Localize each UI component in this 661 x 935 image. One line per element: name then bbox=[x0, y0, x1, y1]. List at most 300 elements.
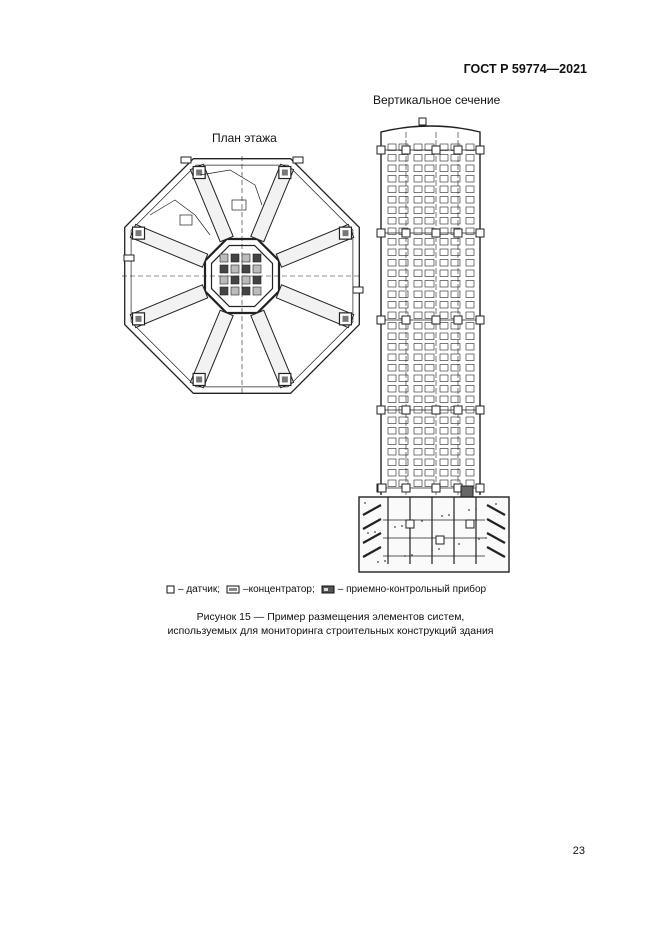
facade-window bbox=[425, 449, 434, 456]
facade-window bbox=[466, 354, 474, 361]
plan-sensor bbox=[124, 255, 134, 261]
facade-window bbox=[414, 270, 422, 277]
plan-sensor-mark bbox=[136, 230, 142, 236]
facade-window bbox=[414, 428, 422, 435]
caption-line-1: Рисунок 15 — Пример размещения элементов систем, bbox=[196, 611, 465, 623]
facade-window bbox=[466, 144, 474, 151]
foundation-fill-dot bbox=[441, 515, 443, 517]
facade-window bbox=[466, 417, 474, 424]
plan-core-cell bbox=[231, 265, 239, 273]
facade-window bbox=[414, 459, 422, 466]
foundation-fill-dot bbox=[495, 503, 497, 505]
foundation-fill-dot bbox=[431, 549, 433, 551]
facade-window bbox=[388, 344, 396, 351]
facade-window bbox=[399, 302, 408, 309]
section-sensor bbox=[476, 484, 484, 492]
section-sensor bbox=[402, 316, 410, 324]
foundation-fill-dot bbox=[404, 555, 406, 557]
plan-core-cell bbox=[231, 287, 239, 295]
facade-window bbox=[399, 186, 408, 193]
section-sensor bbox=[402, 146, 410, 154]
facade-window bbox=[388, 333, 396, 340]
section-sensor bbox=[406, 520, 414, 528]
section-sensor bbox=[402, 406, 410, 414]
facade-window bbox=[414, 176, 422, 183]
foundation-fill-dot bbox=[475, 508, 477, 510]
foundation-fill-dot bbox=[458, 543, 460, 545]
facade-window bbox=[466, 438, 474, 445]
facade-window bbox=[440, 365, 448, 372]
facade-window bbox=[388, 449, 396, 456]
facade-window bbox=[466, 197, 474, 204]
facade-window bbox=[414, 333, 422, 340]
facade-window bbox=[425, 438, 434, 445]
facade-window bbox=[466, 207, 474, 214]
facade-window bbox=[399, 396, 408, 403]
section-sensor bbox=[436, 536, 444, 544]
facade-window bbox=[466, 176, 474, 183]
facade-window bbox=[451, 249, 460, 256]
plan-sensor-mark bbox=[342, 316, 348, 322]
section-sensor bbox=[454, 229, 462, 237]
plan-sensor bbox=[181, 157, 191, 163]
facade-window bbox=[451, 239, 460, 246]
roof-sensor bbox=[419, 118, 426, 125]
plan-core-cell bbox=[242, 265, 250, 273]
section-sensor bbox=[466, 520, 474, 528]
facade-window bbox=[399, 197, 408, 204]
facade-window bbox=[440, 449, 448, 456]
plan-room bbox=[232, 200, 246, 210]
facade-window bbox=[414, 302, 422, 309]
facade-window bbox=[440, 302, 448, 309]
facade-window bbox=[425, 186, 434, 193]
facade-window bbox=[414, 218, 422, 225]
legend-controller-label: – приемно-контрольный прибор bbox=[337, 584, 487, 595]
section-sensor bbox=[476, 146, 484, 154]
facade-window bbox=[451, 155, 460, 162]
facade-window bbox=[440, 438, 448, 445]
facade-window bbox=[399, 333, 408, 340]
plan-core-cell bbox=[253, 276, 261, 284]
section-sensor bbox=[432, 484, 440, 492]
facade-window bbox=[388, 281, 396, 288]
facade-window bbox=[425, 344, 434, 351]
facade-window bbox=[466, 302, 474, 309]
facade-window bbox=[388, 176, 396, 183]
facade-window bbox=[388, 375, 396, 382]
foundation-fill-dot bbox=[367, 532, 369, 534]
foundation-fill-dot bbox=[478, 538, 480, 540]
facade-window bbox=[414, 249, 422, 256]
plan-core-cell bbox=[231, 276, 239, 284]
facade-window bbox=[451, 270, 460, 277]
foundation-fill-dot bbox=[411, 554, 413, 556]
facade-window bbox=[440, 144, 448, 151]
hub-icon bbox=[226, 585, 240, 594]
facade-window bbox=[388, 470, 396, 477]
foundation-box bbox=[359, 497, 509, 572]
facade-window bbox=[425, 281, 434, 288]
facade-window bbox=[440, 354, 448, 361]
facade-window bbox=[425, 155, 434, 162]
facade-window bbox=[451, 428, 460, 435]
facade-window bbox=[440, 396, 448, 403]
facade-window bbox=[440, 459, 448, 466]
facade-window bbox=[399, 375, 408, 382]
facade-window bbox=[414, 438, 422, 445]
plan-core-cell bbox=[253, 287, 261, 295]
section-sensor bbox=[476, 316, 484, 324]
facade-window bbox=[388, 260, 396, 267]
plan-core-cell bbox=[242, 276, 250, 284]
facade-window bbox=[451, 438, 460, 445]
facade-window bbox=[451, 386, 460, 393]
facade-window bbox=[425, 470, 434, 477]
facade-window bbox=[414, 197, 422, 204]
facade-window bbox=[414, 291, 422, 298]
facade-window bbox=[466, 165, 474, 172]
legend bbox=[166, 584, 486, 595]
facade-window bbox=[414, 186, 422, 193]
section-sensor bbox=[377, 146, 385, 154]
plan-sensor-mark bbox=[342, 230, 348, 236]
facade-window bbox=[388, 291, 396, 298]
section-sensor bbox=[454, 406, 462, 414]
facade-window bbox=[399, 270, 408, 277]
section-sensor bbox=[377, 229, 385, 237]
facade-window bbox=[414, 365, 422, 372]
foundation-fill-dot bbox=[377, 561, 379, 563]
facade-window bbox=[440, 197, 448, 204]
facade-window bbox=[388, 354, 396, 361]
facade-window bbox=[466, 228, 474, 235]
facade-window bbox=[440, 470, 448, 477]
plan-core-cell bbox=[220, 276, 228, 284]
facade-window bbox=[414, 165, 422, 172]
facade-window bbox=[466, 186, 474, 193]
facade-window bbox=[451, 207, 460, 214]
facade-window bbox=[425, 375, 434, 382]
facade-window bbox=[440, 239, 448, 246]
foundation-fill-dot bbox=[374, 531, 376, 533]
facade-window bbox=[451, 260, 460, 267]
facade-window bbox=[414, 386, 422, 393]
vertical-section-drawing bbox=[359, 118, 509, 572]
facade-window bbox=[425, 249, 434, 256]
facade-window bbox=[425, 291, 434, 298]
facade-window bbox=[388, 165, 396, 172]
facade-window bbox=[451, 459, 460, 466]
facade-window bbox=[414, 323, 422, 330]
facade-window bbox=[440, 270, 448, 277]
foundation-fill-dot bbox=[421, 520, 423, 522]
facade-window bbox=[466, 260, 474, 267]
facade-window bbox=[466, 239, 474, 246]
facade-window bbox=[388, 270, 396, 277]
facade-window bbox=[440, 186, 448, 193]
facade-window bbox=[425, 239, 434, 246]
plan-sensor bbox=[353, 287, 363, 293]
section-sensor bbox=[476, 406, 484, 414]
facade-window bbox=[388, 218, 396, 225]
foundation-fill-dot bbox=[384, 560, 386, 562]
facade-window bbox=[414, 281, 422, 288]
facade-window bbox=[451, 470, 460, 477]
facade-window bbox=[414, 155, 422, 162]
plan-room bbox=[180, 215, 192, 225]
foundation-fill-dot bbox=[448, 514, 450, 516]
facade-window bbox=[414, 144, 422, 151]
facade-window bbox=[440, 386, 448, 393]
plan-core-cell bbox=[242, 254, 250, 262]
facade-window bbox=[399, 249, 408, 256]
facade-window bbox=[466, 155, 474, 162]
facade-window bbox=[440, 480, 448, 487]
legend-sensor-label: – датчик; bbox=[178, 584, 221, 595]
facade-window bbox=[451, 333, 460, 340]
facade-window bbox=[466, 428, 474, 435]
facade-window bbox=[388, 207, 396, 214]
facade-window bbox=[414, 449, 422, 456]
facade-window bbox=[399, 417, 408, 424]
section-sensor bbox=[432, 229, 440, 237]
facade-window bbox=[388, 312, 396, 319]
facade-window bbox=[414, 480, 422, 487]
facade-window bbox=[414, 228, 422, 235]
facade-window bbox=[425, 333, 434, 340]
facade-window bbox=[425, 302, 434, 309]
facade-window bbox=[414, 260, 422, 267]
facade-window bbox=[425, 365, 434, 372]
section-sensor bbox=[454, 146, 462, 154]
foundation-fill-dot bbox=[468, 509, 470, 511]
plan-core-cell bbox=[242, 287, 250, 295]
facade-window bbox=[388, 480, 396, 487]
facade-window bbox=[414, 470, 422, 477]
facade-window bbox=[440, 155, 448, 162]
plan-core-cell bbox=[231, 254, 239, 262]
facade-window bbox=[399, 207, 408, 214]
facade-window bbox=[414, 207, 422, 214]
facade-window bbox=[466, 333, 474, 340]
facade-window bbox=[388, 386, 396, 393]
facade-window bbox=[466, 312, 474, 319]
facade-window bbox=[388, 144, 396, 151]
facade-window bbox=[399, 260, 408, 267]
foundation-fill-dot bbox=[485, 537, 487, 539]
facade-window bbox=[466, 281, 474, 288]
vertical-section-title: Вертикальное сечение bbox=[373, 93, 501, 107]
floor-plan-drawing bbox=[122, 156, 363, 396]
standard-number: ГОСТ Р 59774—2021 bbox=[463, 62, 587, 76]
facade-window bbox=[466, 218, 474, 225]
facade-window bbox=[440, 165, 448, 172]
facade-window bbox=[466, 396, 474, 403]
facade-window bbox=[440, 291, 448, 298]
controller-icon bbox=[321, 585, 335, 594]
facade-window bbox=[440, 312, 448, 319]
facade-window bbox=[440, 323, 448, 330]
facade-window bbox=[425, 396, 434, 403]
facade-window bbox=[399, 365, 408, 372]
plan-core-cell bbox=[220, 287, 228, 295]
facade-window bbox=[451, 365, 460, 372]
facade-window bbox=[440, 260, 448, 267]
sensor-icon bbox=[166, 585, 175, 594]
facade-window bbox=[399, 354, 408, 361]
section-sensor bbox=[377, 316, 385, 324]
facade-window bbox=[440, 344, 448, 351]
facade-window bbox=[466, 365, 474, 372]
facade-window bbox=[399, 470, 408, 477]
facade-window bbox=[414, 396, 422, 403]
plan-core-cell bbox=[220, 254, 228, 262]
facade-window bbox=[451, 449, 460, 456]
facade-window bbox=[388, 228, 396, 235]
facade-window bbox=[440, 417, 448, 424]
floor-plan-title: План этажа bbox=[212, 131, 277, 145]
facade-window bbox=[425, 459, 434, 466]
facade-window bbox=[466, 386, 474, 393]
facade-window bbox=[425, 417, 434, 424]
facade-window bbox=[388, 365, 396, 372]
facade-window bbox=[440, 375, 448, 382]
facade-window bbox=[388, 417, 396, 424]
facade-window bbox=[388, 323, 396, 330]
facade-window bbox=[466, 449, 474, 456]
facade-window bbox=[388, 438, 396, 445]
facade-window bbox=[414, 344, 422, 351]
facade-window bbox=[399, 218, 408, 225]
page-number: 23 bbox=[572, 845, 585, 857]
facade-window bbox=[466, 291, 474, 298]
facade-window bbox=[414, 354, 422, 361]
facade-window bbox=[399, 176, 408, 183]
facade-window bbox=[399, 459, 408, 466]
facade-window bbox=[466, 249, 474, 256]
facade-window bbox=[425, 260, 434, 267]
section-sensor bbox=[432, 146, 440, 154]
facade-window bbox=[388, 459, 396, 466]
facade-window bbox=[388, 249, 396, 256]
facade-window bbox=[388, 197, 396, 204]
section-sensor bbox=[476, 229, 484, 237]
plan-sensor bbox=[293, 157, 303, 163]
facade-window bbox=[388, 428, 396, 435]
facade-window bbox=[451, 375, 460, 382]
facade-window bbox=[399, 291, 408, 298]
facade-window bbox=[425, 270, 434, 277]
facade-window bbox=[466, 470, 474, 477]
facade-window bbox=[451, 344, 460, 351]
plan-core-cell bbox=[220, 265, 228, 273]
plan-sensor-mark bbox=[136, 316, 142, 322]
facade-window bbox=[440, 207, 448, 214]
plan-sensor-mark bbox=[196, 376, 202, 382]
section-sensor bbox=[402, 484, 410, 492]
section-sensor bbox=[402, 229, 410, 237]
facade-window bbox=[414, 312, 422, 319]
facade-window bbox=[466, 344, 474, 351]
facade-window bbox=[451, 302, 460, 309]
facade-window bbox=[466, 459, 474, 466]
facade-window bbox=[466, 323, 474, 330]
facade-window bbox=[399, 155, 408, 162]
facade-window bbox=[440, 249, 448, 256]
legend-hub-label: –концентратор; bbox=[243, 584, 315, 595]
facade-window bbox=[388, 396, 396, 403]
facade-window bbox=[440, 428, 448, 435]
facade-window bbox=[414, 239, 422, 246]
facade-window bbox=[425, 207, 434, 214]
facade-window bbox=[414, 417, 422, 424]
facade-window bbox=[440, 228, 448, 235]
facade-window bbox=[451, 396, 460, 403]
facade-window bbox=[425, 386, 434, 393]
section-sensor bbox=[432, 316, 440, 324]
section-sensor bbox=[454, 316, 462, 324]
facade-window bbox=[425, 176, 434, 183]
facade-window bbox=[414, 375, 422, 382]
facade-window bbox=[425, 165, 434, 172]
figure-caption bbox=[0, 610, 661, 638]
facade-window bbox=[425, 197, 434, 204]
plan-sensor-mark bbox=[282, 170, 288, 176]
facade-window bbox=[440, 333, 448, 340]
facade-window bbox=[451, 176, 460, 183]
plan-core-cell bbox=[253, 254, 261, 262]
facade-window bbox=[451, 186, 460, 193]
facade-window bbox=[388, 239, 396, 246]
facade-window bbox=[440, 281, 448, 288]
foundation-fill-dot bbox=[438, 548, 440, 550]
facade-window bbox=[388, 302, 396, 309]
facade-window bbox=[399, 449, 408, 456]
facade-window bbox=[399, 386, 408, 393]
facade-window bbox=[451, 165, 460, 172]
facade-window bbox=[399, 438, 408, 445]
caption-line-2: используемых для мониторинга строительных конструкций здания bbox=[167, 625, 494, 637]
facade-window bbox=[399, 344, 408, 351]
foundation-fill-dot bbox=[364, 502, 366, 504]
foundation-fill-dot bbox=[394, 526, 396, 528]
foundation-fill-dot bbox=[401, 525, 403, 527]
facade-window bbox=[451, 218, 460, 225]
facade-window bbox=[425, 354, 434, 361]
facade-window bbox=[440, 218, 448, 225]
facade-window bbox=[388, 155, 396, 162]
facade-window bbox=[399, 239, 408, 246]
facade-window bbox=[466, 270, 474, 277]
facade-window bbox=[451, 417, 460, 424]
facade-window bbox=[451, 197, 460, 204]
facade-window bbox=[466, 375, 474, 382]
facade-window bbox=[399, 428, 408, 435]
facade-window bbox=[388, 186, 396, 193]
plan-sensor-mark bbox=[282, 376, 288, 382]
plan-core-cell bbox=[253, 265, 261, 273]
facade-window bbox=[399, 281, 408, 288]
facade-window bbox=[425, 428, 434, 435]
section-sensor bbox=[432, 406, 440, 414]
facade-window bbox=[440, 176, 448, 183]
facade-window bbox=[399, 165, 408, 172]
section-sensor bbox=[378, 484, 386, 492]
facade-window bbox=[451, 291, 460, 298]
section-sensor bbox=[377, 406, 385, 414]
facade-window bbox=[451, 281, 460, 288]
